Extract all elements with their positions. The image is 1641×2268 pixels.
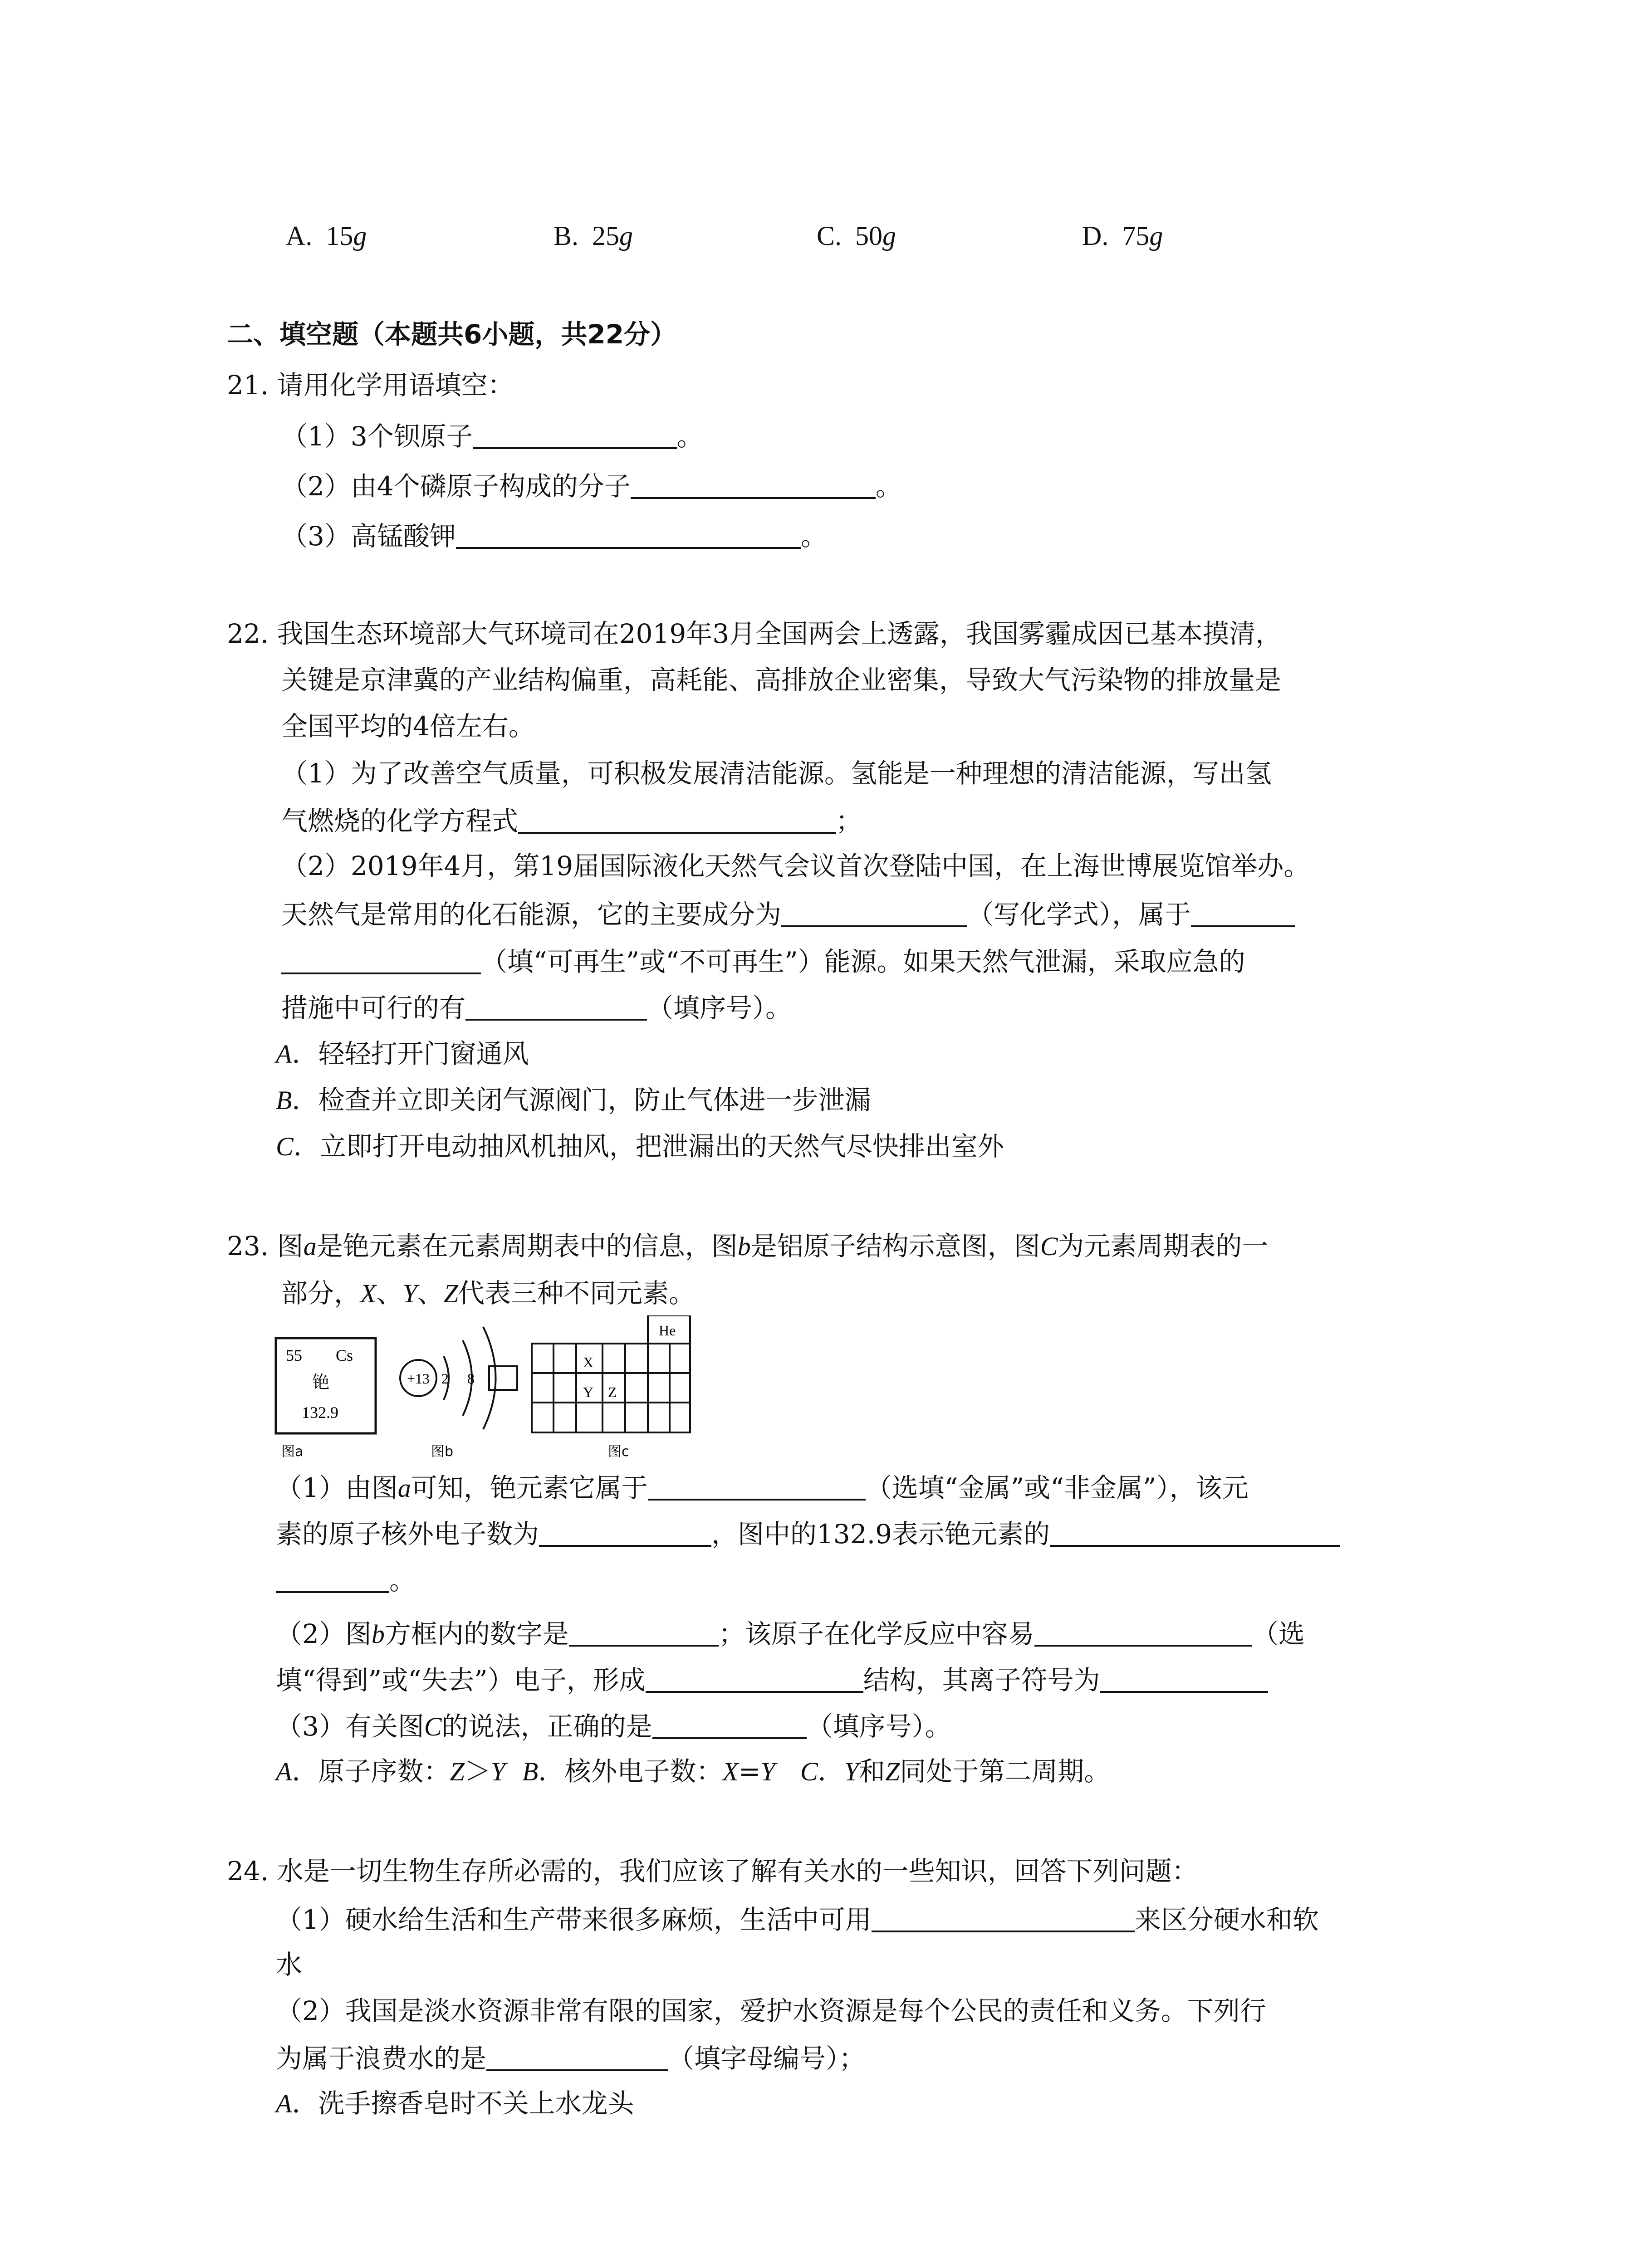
text: 填“得到”或“失去”）电子，形成 <box>276 1665 646 1696</box>
option-label: A. <box>286 221 313 251</box>
q22-option-a <box>276 1038 529 1069</box>
q23-figures <box>272 1315 998 1465</box>
nucleus-charge: +13 <box>407 1370 430 1387</box>
var: Z <box>885 1757 900 1786</box>
answer-blank[interactable] <box>781 900 967 927</box>
answer-blank[interactable] <box>518 807 836 834</box>
answer-blank[interactable] <box>569 1619 719 1647</box>
q22-line5-text: 气燃烧的化学方程式 <box>281 806 519 836</box>
text: 部分， <box>281 1278 361 1309</box>
q24-line4: （2）我国是淡水资源非常有限的国家，爱护水资源是每个公民的责任和义务。下列行 <box>276 1995 1266 2026</box>
var: Y <box>402 1279 417 1308</box>
text: 、 <box>417 1278 444 1309</box>
cell-z: Z <box>608 1384 617 1400</box>
cell-y: Y <box>583 1384 594 1400</box>
text: 23. 图 <box>227 1231 304 1261</box>
q22-line8 <box>281 947 1245 975</box>
answer-blank[interactable] <box>1191 900 1295 927</box>
option-value: 50 <box>855 221 883 251</box>
q22-line9-text2: （填序号）。 <box>647 992 792 1023</box>
he-symbol: He <box>659 1322 676 1339</box>
q24-option-a <box>276 2090 634 2117</box>
option-d <box>1082 222 1163 249</box>
text: 的说法，正确的是 <box>441 1711 652 1742</box>
text: 代表三种不同元素。 <box>458 1278 696 1309</box>
text: （1）由图 <box>276 1472 398 1503</box>
text: 是铝原子结构示意图，图 <box>750 1231 1040 1261</box>
shell-electrons-2: 8 <box>467 1370 475 1387</box>
q24-line5 <box>276 2044 865 2072</box>
answer-blank[interactable] <box>652 1712 807 1739</box>
answer-blank[interactable] <box>456 522 801 549</box>
q23-part1-line3 <box>276 1565 416 1596</box>
q21-stem: 21. 请用化学用语填空： <box>227 370 514 401</box>
q22-line7 <box>281 900 1295 928</box>
var: Y <box>844 1757 859 1786</box>
element-name: 铯 <box>312 1372 330 1392</box>
answer-blank[interactable] <box>281 947 481 974</box>
cell-x: X <box>583 1354 594 1370</box>
answer-blank[interactable] <box>486 2044 668 2071</box>
q22-line4: （1）为了改善空气质量，可积极发展清洁能源。氢能是一种理想的清洁能源，写出氢 <box>281 758 1272 789</box>
atomic-number: 55 <box>286 1346 302 1364</box>
text: ．核外电子数： <box>538 1756 723 1787</box>
q22-line8-text: （填“可再生”或“不可再生”）能源。如果天然气泄漏，采取应急的 <box>481 946 1245 977</box>
var: Z <box>450 1757 465 1786</box>
text: 和 <box>858 1756 885 1787</box>
var: Y <box>490 1757 505 1786</box>
text: ＞ <box>464 1756 491 1787</box>
q23-part1-line2 <box>276 1520 1340 1547</box>
text: 为属于浪费水的是 <box>276 2043 487 2074</box>
option-label: C. <box>817 221 842 251</box>
text: = <box>738 1756 761 1787</box>
q22-option-c <box>276 1133 1004 1160</box>
option-label: C <box>800 1757 818 1786</box>
q23-part3 <box>276 1712 951 1740</box>
option-c <box>817 222 896 249</box>
option-value: 25 <box>592 221 620 251</box>
text: ．原子序数： <box>292 1756 450 1787</box>
text: 来区分硬水和软 <box>1134 1904 1319 1935</box>
q22-line3: 全国平均的4倍左右。 <box>281 711 535 742</box>
var: a <box>397 1473 411 1503</box>
text: ． <box>818 1756 844 1787</box>
text: （2）图 <box>276 1618 372 1649</box>
text: （选填“金属”或“非金属”），该元 <box>865 1472 1249 1503</box>
answer-blank[interactable] <box>648 1473 866 1501</box>
text: 结构，其离子符号为 <box>863 1665 1100 1696</box>
var: b <box>737 1232 751 1261</box>
fig-a-caption: 图a <box>281 1444 304 1460</box>
option-label: A <box>276 1039 292 1069</box>
text: 、 <box>376 1278 403 1309</box>
option-unit: g <box>619 221 633 251</box>
var: Y <box>760 1757 775 1786</box>
q22-option-b <box>276 1087 871 1114</box>
q22-line9-text: 措施中可行的有 <box>281 992 466 1023</box>
option-unit: g <box>1149 221 1163 251</box>
text: （1）硬水给生活和生产带来很多麻烦，生活中可用 <box>276 1904 872 1935</box>
period: 。 <box>389 1565 416 1596</box>
q23-line1 <box>227 1233 1268 1260</box>
fig-b-al-atom <box>400 1327 517 1460</box>
q22-line7-text2: （写化学式），属于 <box>967 899 1191 930</box>
period: 。 <box>676 421 703 452</box>
text: （填序号）。 <box>806 1711 951 1742</box>
var: C <box>424 1712 442 1741</box>
shell-electrons-1: 2 <box>441 1370 449 1387</box>
q23-part2-line1 <box>276 1619 1305 1647</box>
option-value: 15 <box>326 221 353 251</box>
answer-blank[interactable] <box>1050 1520 1340 1547</box>
fig-c-periodic-table <box>532 1315 690 1460</box>
option-b <box>554 222 633 249</box>
q21-part1-text: （1）3个钡原子 <box>281 421 473 452</box>
option-label: A <box>276 2089 292 2118</box>
fig-b-caption: 图b <box>431 1444 454 1460</box>
var: a <box>303 1232 317 1261</box>
q22-line7-text: 天然气是常用的化石能源，它的主要成分为 <box>281 899 782 930</box>
q24-line2 <box>276 1905 1319 1933</box>
q23-part1-line1 <box>276 1473 1249 1501</box>
option-unit: g <box>882 221 896 251</box>
text: 素的原子核外电子数为 <box>276 1519 539 1549</box>
option-text: ．洗手擦香皂时不关上水龙头 <box>292 2088 634 2119</box>
var: X <box>722 1757 739 1786</box>
option-label: B. <box>554 221 579 251</box>
text: 方框内的数字是 <box>384 1618 569 1649</box>
q24-line3: 水 <box>276 1949 303 1980</box>
q24-line1: 24. 水是一切生物生存所必需的，我们应该了解有关水的一些知识，回答下列问题： <box>227 1856 1198 1887</box>
answer-blank[interactable] <box>539 1520 711 1547</box>
fig-a-cs-cell <box>276 1338 376 1460</box>
text: ；该原子在化学反应中容易 <box>718 1618 1034 1649</box>
text: 为元素周期表的一 <box>1058 1231 1269 1261</box>
option-label: B <box>522 1757 539 1786</box>
q21-part2 <box>281 471 902 502</box>
option-text: ．立即打开电动抽风机抽风，把泄漏出的天然气尽快排出室外 <box>293 1131 1004 1162</box>
answer-blank[interactable] <box>473 422 677 449</box>
q21-part2-text: （2）由4个磷原子构成的分子 <box>281 471 631 502</box>
q21-part1 <box>281 422 703 450</box>
answer-blank[interactable] <box>1100 1666 1268 1693</box>
q21-part3-text: （3）高锰酸钾 <box>281 521 456 552</box>
option-label: D. <box>1082 221 1109 251</box>
element-symbol: Cs <box>336 1346 353 1364</box>
semicolon: ； <box>836 806 862 836</box>
text: ，图中的132.9表示铯元素的 <box>711 1519 1050 1549</box>
period: 。 <box>875 471 902 502</box>
var: b <box>371 1619 385 1649</box>
var: X <box>360 1279 377 1308</box>
option-label: B <box>276 1085 292 1115</box>
q23-options <box>276 1758 1110 1785</box>
q22-line1: 22. 我国生态环境部大气环境司在2019年3月全国两会上透露，我国雾霾成因已基本摸清， <box>227 618 1282 649</box>
answer-blank[interactable] <box>631 472 876 499</box>
text: （填字母编号）； <box>668 2043 866 2074</box>
option-a <box>286 222 367 249</box>
text: 是铯元素在元素周期表中的信息，图 <box>316 1231 738 1261</box>
option-text: ．轻轻打开门窗通风 <box>292 1038 529 1069</box>
var: Z <box>443 1279 459 1308</box>
answer-blank[interactable] <box>872 1905 1135 1932</box>
answer-blank[interactable] <box>1034 1619 1252 1647</box>
option-unit: g <box>353 221 367 251</box>
text: 同处于第二周期。 <box>900 1756 1111 1787</box>
answer-blank[interactable] <box>646 1666 863 1693</box>
option-label: A <box>276 1757 292 1786</box>
q23-line2 <box>281 1280 695 1307</box>
answer-blank[interactable] <box>276 1566 389 1593</box>
q22-line6: （2）2019年4月，第19届国际液化天然气会议首次登陆中国，在上海世博展览馆举办。 <box>281 850 1310 881</box>
q22-line2: 关键是京津冀的产业结构偏重，高耗能、高排放企业密集，导致大气污染物的排放量是 <box>281 665 1282 695</box>
q22-line9 <box>281 993 792 1021</box>
option-value: 75 <box>1122 221 1150 251</box>
option-text: ．检查并立即关闭气源阀门，防止气体进一步泄漏 <box>292 1085 871 1115</box>
q22-line5 <box>281 807 862 834</box>
var: C <box>1040 1232 1058 1261</box>
option-label: C <box>276 1132 294 1161</box>
text: （3）有关图 <box>276 1711 424 1742</box>
answer-blank[interactable] <box>465 993 647 1021</box>
text: 可知，铯元素它属于 <box>411 1472 648 1503</box>
q23-part2-line2 <box>276 1665 1268 1696</box>
atomic-mass: 132.9 <box>302 1403 338 1422</box>
unknown-number-box <box>489 1366 517 1390</box>
section-title: 二、填空题（本题共6小题，共22分） <box>227 319 677 350</box>
fig-c-caption: 图c <box>608 1444 629 1460</box>
q21-part3 <box>281 521 827 552</box>
period: 。 <box>800 521 827 552</box>
text: （选 <box>1252 1618 1305 1649</box>
